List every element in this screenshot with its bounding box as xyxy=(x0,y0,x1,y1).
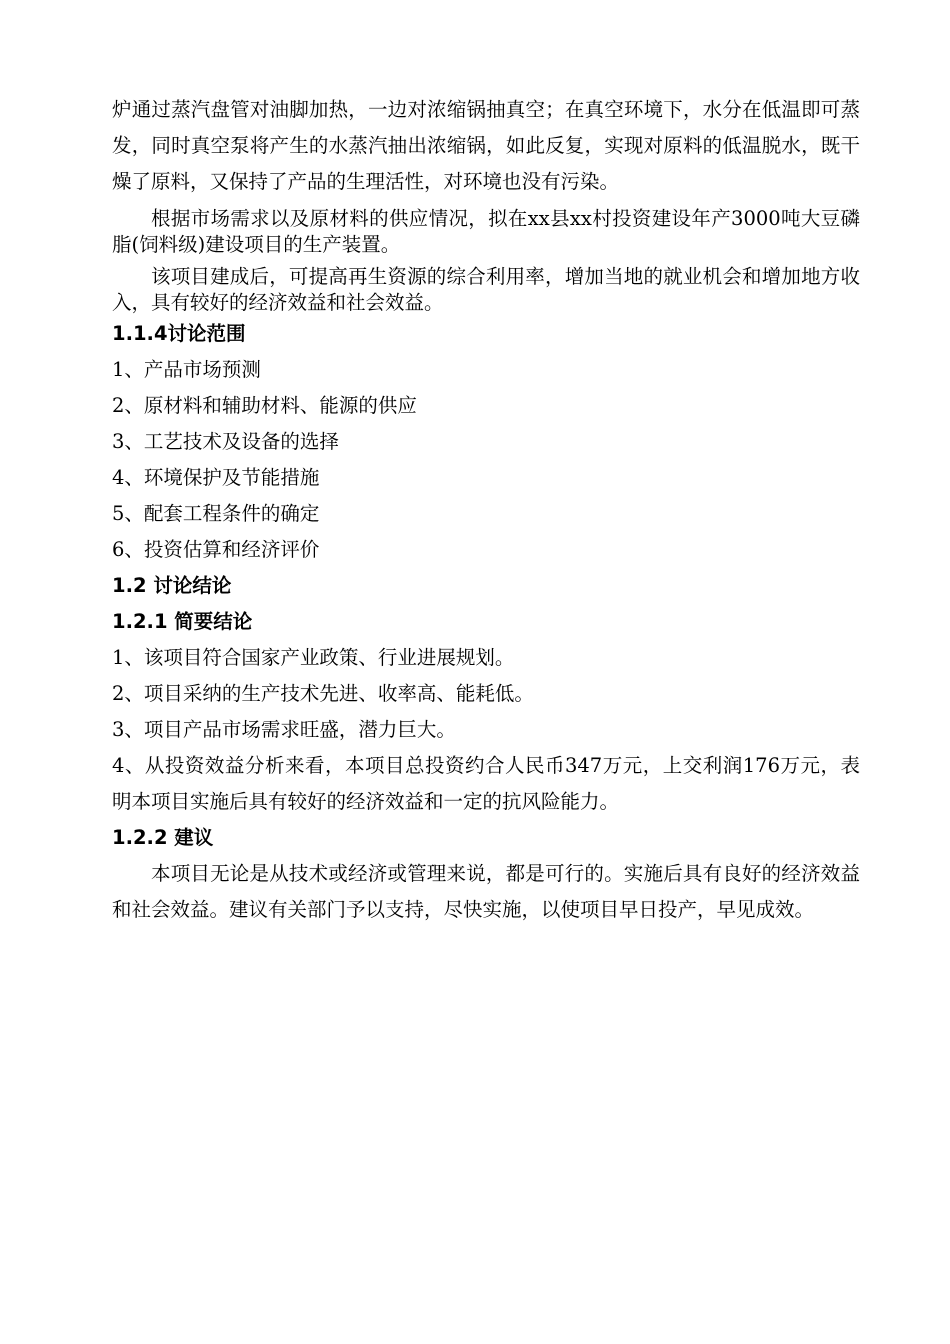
intro-paragraph-1: 炉通过蒸汽盘管对油脚加热，一边对浓缩锅抽真空；在真空环境下，水分在低温即可蒸发，同时真空泵将产生的水蒸汽抽出浓缩锅，如此反复，实现对原料的低温脱水，既干燥了原料，又保持了产品的生理活性，对环境也没有污染。 xyxy=(112,98,860,193)
section-heading-conclusion: 1.2 讨论结论 xyxy=(112,574,232,597)
conclusion-item-4: 4、从投资效益分析来看，本项目总投资约合人民币347万元，上交利润176万元，表明本项目实施后具有较好的经济效益和一定的抗风险能力。 xyxy=(112,754,860,813)
document-page xyxy=(112,92,860,928)
conclusion-item-1: 1、该项目符合国家产业政策、行业进展规划。 xyxy=(112,646,515,669)
intro-paragraph-3: 该项目建成后，可提高再生资源的综合利用率，增加当地的就业机会和增加地方收入，具有较好的经济效益和社会效益。 xyxy=(112,265,860,314)
conclusion-item-3: 3、项目产品市场需求旺盛，潜力巨大。 xyxy=(112,718,456,741)
scope-item-6: 6、投资估算和经济评价 xyxy=(112,538,320,561)
section-heading-brief-conclusion: 1.2.1 简要结论 xyxy=(112,610,253,633)
scope-item-3: 3、工艺技术及设备的选择 xyxy=(112,430,339,453)
section-heading-scope: 1.1.4讨论范围 xyxy=(112,322,246,345)
scope-item-5: 5、配套工程条件的确定 xyxy=(112,502,320,525)
scope-item-2: 2、原材料和辅助材料、能源的供应 xyxy=(112,394,417,417)
suggestion-paragraph: 本项目无论是从技术或经济或管理来说，都是可行的。实施后具有良好的经济效益和社会效益。建议有关部门予以支持，尽快实施，以使项目早日投产，早见成效。 xyxy=(112,862,860,921)
section-heading-suggestion: 1.2.2 建议 xyxy=(112,826,214,849)
conclusion-item-2: 2、项目采纳的生产技术先进、收率高、能耗低。 xyxy=(112,682,534,705)
scope-item-1: 1、产品市场预测 xyxy=(112,358,261,381)
scope-item-4: 4、环境保护及节能措施 xyxy=(112,466,320,489)
intro-paragraph-2: 根据市场需求以及原材料的供应情况，拟在xx县xx村投资建设年产3000吨大豆磷脂(饲料级)建设项目的生产装置。 xyxy=(112,207,860,256)
